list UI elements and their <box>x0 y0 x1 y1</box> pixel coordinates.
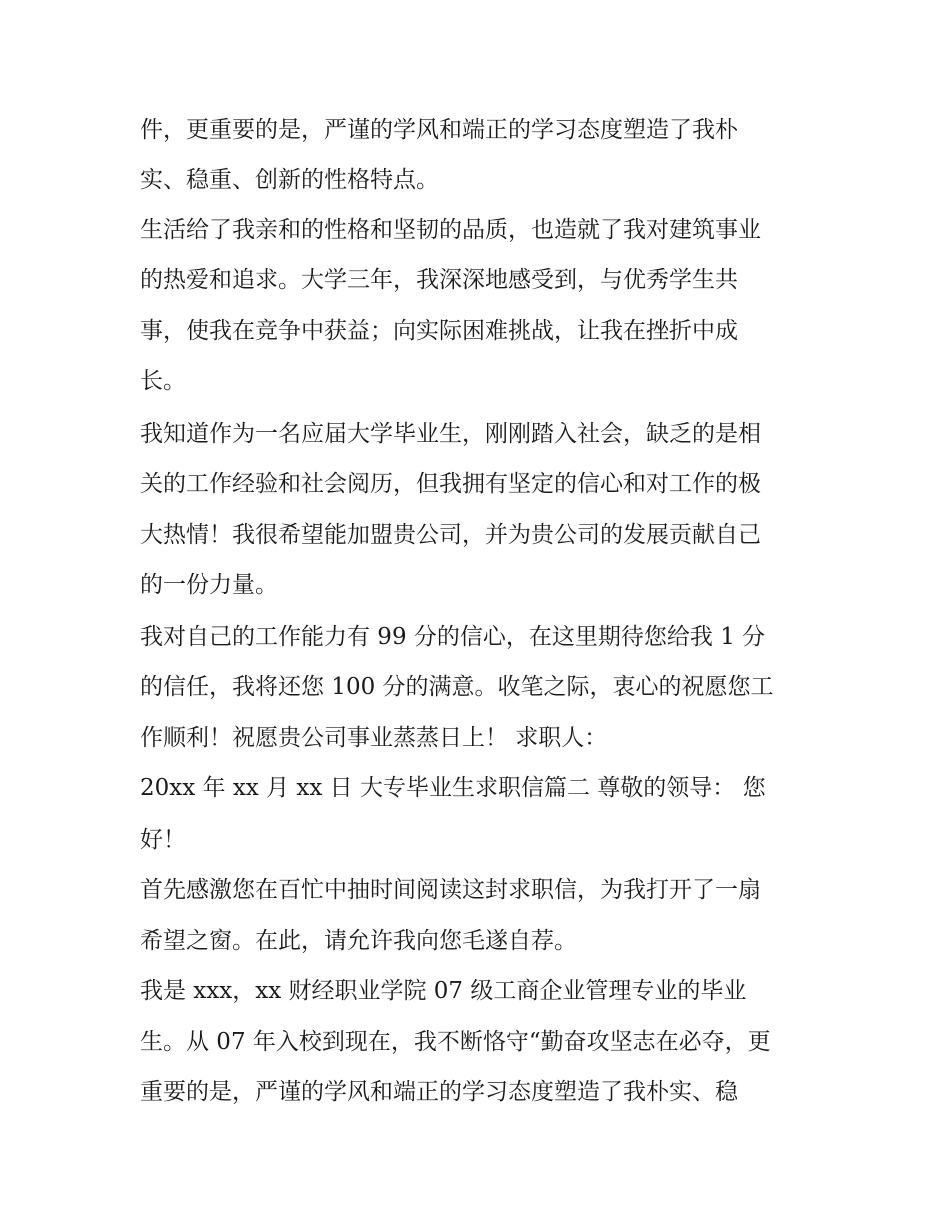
text-line: 的热爱和追求。大学三年，我深深地感受到，与优秀学生共 <box>140 267 738 293</box>
text-line: 的信任，我将还您 100 分的满意。收笔之际，衷心的祝愿您工 <box>140 674 774 700</box>
text-line: 好！ <box>140 827 186 853</box>
text-line: 长。 <box>140 368 186 394</box>
text-line: 的一份力量。 <box>140 572 278 598</box>
text-line: 首先感激您在百忙中抽时间阅读这封求职信，为我打开了一扇 <box>140 877 761 903</box>
text-line: 关的工作经验和社会阅历，但我拥有坚定的信心和对工作的极 <box>140 471 761 497</box>
text-line: 事，使我在竞争中获益；向实际困难挑战，让我在挫折中成 <box>140 318 738 344</box>
text-line: 重要的是，严谨的学风和端正的学习态度塑造了我朴实、稳 <box>140 1079 738 1105</box>
text-line: 大热情！我很希望能加盟贵公司，并为贵公司的发展贡献自己 <box>140 522 761 548</box>
text-line: 我对自己的工作能力有 99 分的信心，在这里期待您给我 1 分 <box>140 624 766 650</box>
text-line: 20xx 年 xx 月 xx 日 大专毕业生求职信篇二 尊敬的领导： 您 <box>140 775 766 801</box>
text-line: 我知道作为一名应届大学毕业生，刚刚踏入社会，缺乏的是相 <box>140 421 761 447</box>
text-line: 实、稳重、创新的性格特点。 <box>140 167 439 193</box>
text-line: 作顺利！祝愿贵公司事业蒸蒸日上！ 求职人： <box>140 725 608 751</box>
text-line: 生。从 07 年入校到现在，我不断恪守“勤奋攻坚志在必夺，更 <box>140 1029 771 1055</box>
text-line: 希望之窗。在此，请允许我向您毛遂自荐。 <box>140 928 577 954</box>
text-line: 生活给了我亲和的性格和坚韧的品质，也造就了我对建筑事业 <box>140 217 761 243</box>
text-line: 件，更重要的是，严谨的学风和端正的学习态度塑造了我朴 <box>140 117 738 143</box>
text-line: 我是 xxx，xx 财经职业学院 07 级工商企业管理专业的毕业 <box>140 978 747 1004</box>
